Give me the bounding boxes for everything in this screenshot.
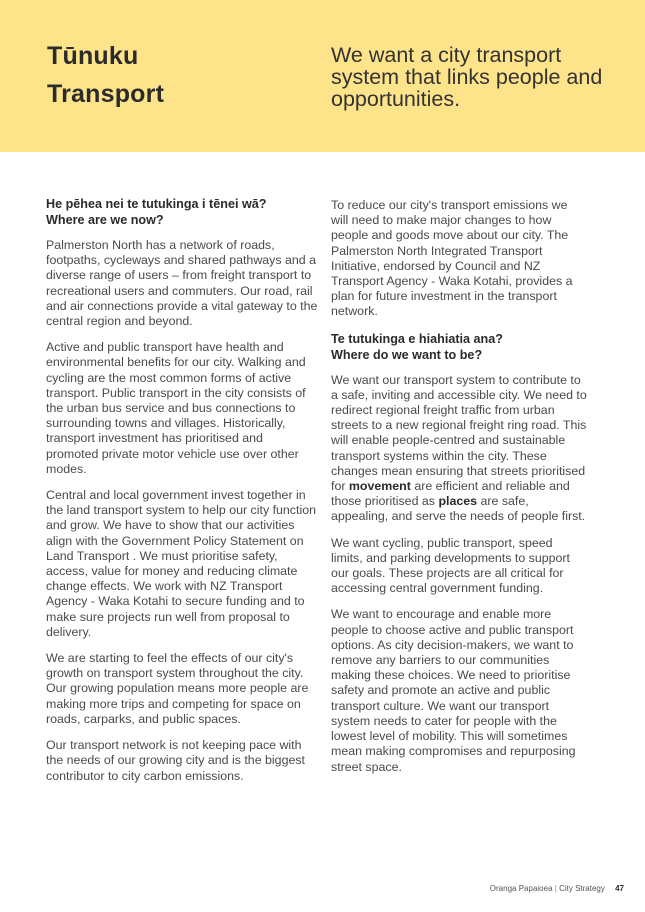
left-column bbox=[46, 196, 318, 795]
paragraph: We are starting to feel the effects of our city's growth on transport system throughout the city. Our growing population means more people are making more trips and competing for space on roads, carparks, and public spaces. bbox=[46, 651, 309, 726]
emphasis-places: places bbox=[438, 494, 478, 509]
paragraph: Central and local government invest together in the land transport system to help our city function and grow. We have to show that our activities align with the Government Policy Statement on Land Transport . We must prioritise safety, access, value for money and reducing climate change effects. We work with NZ Transport Agency - Waka Kotahi to secure funding and to make sure projects run well from proposal to delivery. bbox=[46, 488, 316, 639]
paragraph: We want to encourage and enable more people to choose active and public transport options. As city decision-makers, we want to remove any barriers to our communities making these choices. We need to prioritise safety and promote an active and public transport culture. We want our transport system needs to cater for people with the lowest level of mobility. This will sometimes mean making compromises and repurposing street space. bbox=[331, 607, 576, 774]
footer-separator: | bbox=[554, 884, 557, 893]
page-number: 47 bbox=[615, 884, 624, 893]
text-run: are efficient and reliable and those prioritised as bbox=[331, 479, 570, 509]
section-heading-now bbox=[46, 196, 318, 228]
heading-maori: He pēhea nei te tutukinga i tēnei wā? bbox=[46, 197, 267, 211]
footer-doc-english: City Strategy bbox=[559, 884, 605, 893]
paragraph-movement-places bbox=[331, 373, 587, 525]
right-column bbox=[331, 198, 587, 786]
paragraph: Our transport network is not keeping pace with the needs of our growing city and is the biggest contributor to city carbon emissions. bbox=[46, 738, 305, 783]
paragraph: We want cycling, public transport, speed limits, and parking developments to support our goals. These projects are all critical for accessing central government funding. bbox=[331, 535, 570, 596]
text-run: are safe, appealing, and serve the needs of people first. bbox=[331, 494, 586, 524]
heading-english: Where do we want to be? bbox=[331, 347, 483, 362]
emphasis-movement: movement bbox=[348, 479, 411, 494]
page-title-maori: Tūnuku bbox=[47, 42, 139, 70]
section-heading-want bbox=[331, 331, 587, 363]
text-run: We want our transport system to contribute to a safe, inviting and accessible city. We need to redirect regional freight traffic from urban streets to a new regional freight ring road. This will enable people-centred and sustainable transport systems within the city. These changes mean ensuring that streets prioritised for bbox=[331, 372, 587, 494]
page-tagline: We want a city transport system that links people and opportunities. bbox=[331, 43, 603, 111]
heading-english: Where are we now? bbox=[46, 213, 164, 227]
paragraph: Palmerston North has a network of roads, footpaths, cycleways and shared pathways and a diverse range of users – from freight transport to recreational users and commuters. Our road, rail and air connections provide a vital gateway to the central region and beyond. bbox=[46, 238, 318, 329]
paragraph: Active and public transport have health and environmental benefits for our city. Walking and cycling are the most common forms of active transport. Public transport in the city consists of the urban bus service and bus connections to surrounding towns and villages. Historically, transport investment has prioritised and promoted private motor vehicle use over other modes. bbox=[46, 340, 306, 476]
page-title-english: Transport bbox=[47, 80, 165, 108]
header-banner bbox=[0, 0, 645, 152]
intro-paragraph: To reduce our city's transport emissions we will need to make major changes to how people and goods move about our city. The Palmerston North Integrated Transport Initiative, endorsed by Council and NZ Transport Agency - Waka Kotahi, provides a plan for future investment in the transport network. bbox=[331, 198, 573, 319]
heading-maori: Te tutukinga e hiahiatia ana? bbox=[331, 331, 503, 346]
footer-doc-maori: Oranga Papaioea bbox=[489, 884, 553, 893]
page-footer bbox=[490, 884, 624, 893]
